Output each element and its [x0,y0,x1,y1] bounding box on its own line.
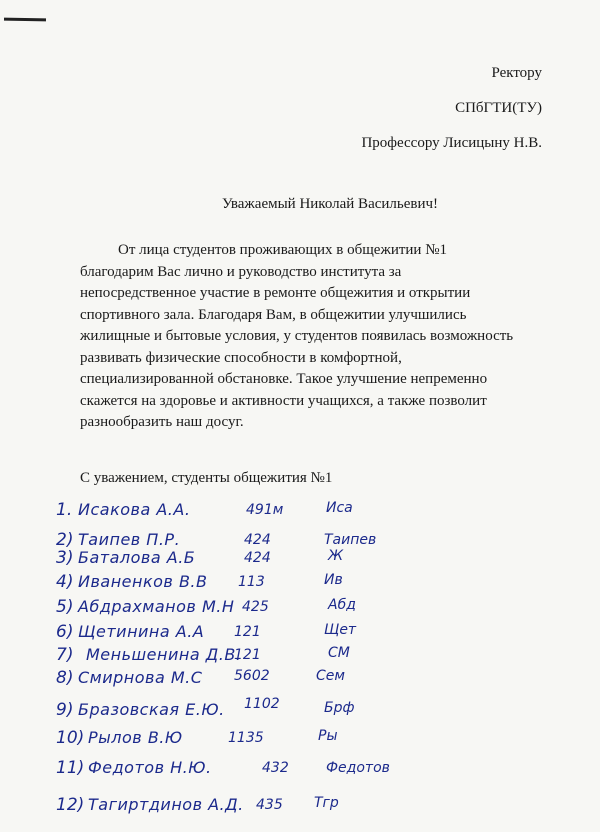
signature-number: 7) [56,645,74,665]
handwritten-signature: Ж [328,548,344,564]
signature-row [56,728,576,758]
closing-line: С уважением, студенты общежития №1 [80,470,333,486]
handwritten-signature: СМ [328,645,350,661]
handwritten-signature: Сем [316,668,345,684]
signature-name: Иваненков В.В [78,572,208,591]
handwritten-signature: Таипев [324,532,377,548]
signature-name: Щетинина А.А [78,622,205,641]
body-line: благодарим Вас лично и руководство института за [80,263,402,280]
signature-number: 2) [56,530,74,550]
signature-number: 8) [56,668,74,688]
signature-number: 5) [56,597,74,617]
signature-name: Рылов В.Ю [88,728,183,747]
signature-number: 4) [56,572,74,592]
signature-name: Федотов Н.Ю. [88,758,212,777]
signature-number: 11) [56,758,85,778]
body-line: специализированной обстановке. Такое улучшение непременно [80,371,488,387]
signature-room: 432 [262,760,289,776]
signature-number: 1. [56,500,73,520]
signature-room: 435 [256,797,283,813]
signature-name: Исакова А.А. [78,500,191,519]
body-line: скажется на здоровье и активности учащихся, а также позволит [80,392,487,409]
body-line: спортивного зала. Благодаря Вам, в общежитии улучшились [80,306,467,323]
addressee-line-1: Ректору [491,65,542,81]
signature-name: Баталова А.Б [78,548,196,567]
body-line: жилищные и бытовые условия, у студентов появилась возможность [80,328,514,344]
handwritten-signature: Федотов [326,760,390,776]
signature-name: Меньшенина Д.В. [86,645,242,664]
handwritten-signature: Иса [326,500,353,516]
handwritten-signature: Брф [324,700,355,716]
signature-number: 12) [56,795,85,815]
signature-name: Бразовская Е.Ю. [78,700,225,719]
signature-room: 491м [246,502,284,518]
signature-room: 1135 [228,730,264,746]
addressee-line-3: Профессору Лисицыну Н.В. [361,135,542,151]
signature-name: Абдрахманов М.Н [78,597,235,616]
signature-number: 3) [56,548,74,568]
signature-room: 424 [244,550,271,566]
signature-name: Тагиртдинов А.Д. [88,795,244,814]
handwritten-signature: Ры [318,728,338,744]
signature-number: 10) [56,728,85,748]
signature-name: Смирнова М.С [78,668,203,687]
handwritten-signature: Щет [324,622,357,638]
signature-room: 121 [234,647,261,663]
signature-row [56,500,576,530]
signature-number: 9) [56,700,74,720]
signature-room: 121 [234,624,261,640]
handwritten-signature: Ив [324,572,343,588]
signature-row [56,696,576,730]
greeting: Уважаемый Николай Васильевич! [221,196,439,212]
body-line: развивать физические способности в комфортной, [80,349,402,366]
body-line: разнообразить наш досуг. [80,414,244,430]
signature-row [56,795,576,825]
body-line: От лица студентов проживающих в общежитии №1 [118,242,448,258]
signature-room: 425 [242,599,269,615]
signature-room: 5602 [234,668,270,684]
signature-name: Таипев П.Р. [78,530,181,549]
handwritten-signature: Тгр [314,795,339,811]
signature-room: 424 [244,532,271,548]
handwritten-signature: Абд [328,597,356,613]
signature-row [56,668,576,698]
addressee-line-2: СПбГТИ(ТУ) [455,100,542,116]
body-line: непосредственное участие в ремонте общежития и открытии [80,285,471,301]
signature-room: 113 [238,574,265,590]
signature-room: 1102 [244,696,280,712]
signature-number: 6) [56,622,74,642]
signature-row [56,758,576,788]
